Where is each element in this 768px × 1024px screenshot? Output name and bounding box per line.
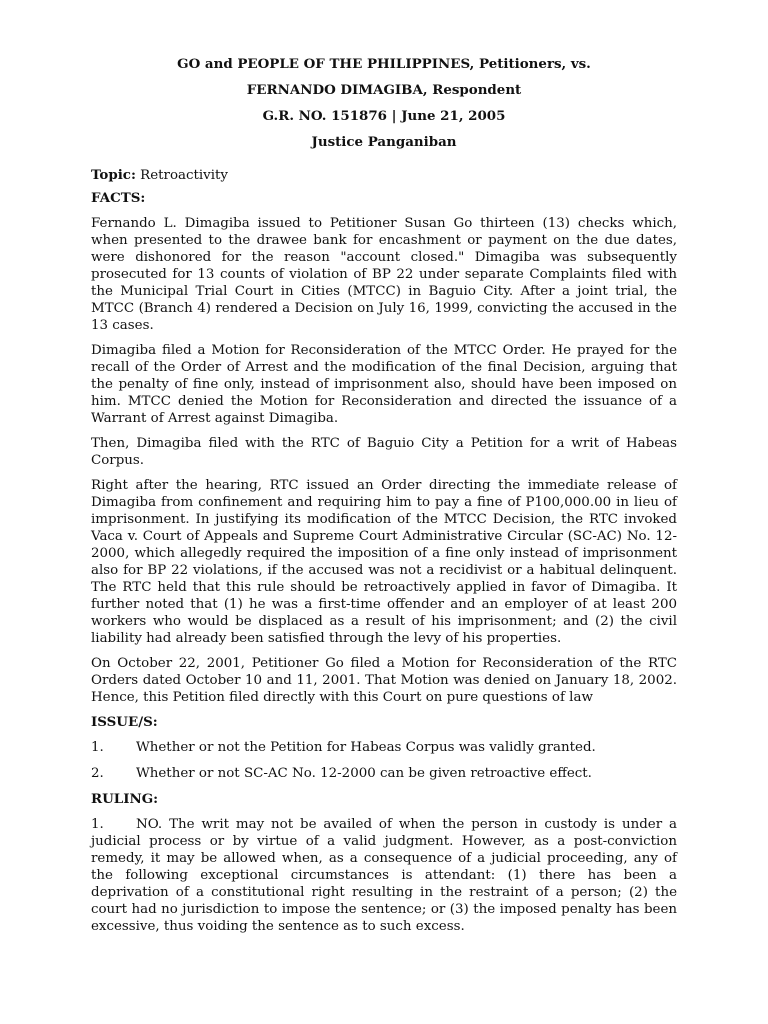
ruling-item xyxy=(91,816,677,935)
facts-paragraph: Right after the hearing, RTC issued an Order directing the immediate release of Dimagiba from confinement and requiring him to pay a fine of P100,000.00 in lieu of imprisonment. In justifying its modification of the MTCC Decision, the RTC invoked Vaca v. Court of Appeals and Supreme Court Administrative Circular (SC-AC) No. 12-2000, which allegedly required the imposition of a fine only instead of imprisonment also for BP 22 violations, if the accused was not a recidivist or a habitual delinquent. The RTC held that this rule should be retroactively applied in favor of Dimagiba. It further noted that (1) he was a first-time offender and an employer of at least 200 workers who would be displaced as a result of his imprisonment; and (2) the civil liability had already been satisfied through the levy of his properties. xyxy=(91,478,677,646)
case-title-respondent: FERNANDO DIMAGIBA, Respondent xyxy=(246,82,522,98)
topic-value: Retroactivity xyxy=(140,168,228,183)
facts-paragraph: Dimagiba filed a Motion for Reconsideration of the MTCC Order. He prayed for the recall of the Order of Arrest and the modification of the final Decision, arguing that the penalty of fine only, instead of imprisonment also, should have been imposed on him. MTCC denied the Motion for Reconsideration and directed the issuance of a Warrant of Arrest against Dimagiba. xyxy=(91,343,677,426)
facts-paragraph: On October 22, 2001, Petitioner Go filed a Motion for Reconsideration of the RTC Orders dated October 10 and 11, 2001. That Motion was denied on January 18, 2002. Hence, this Petition filed directly with this Court on pure questions of law xyxy=(91,656,677,705)
issue-number: 2. xyxy=(91,766,104,781)
issue-text: Whether or not SC-AC No. 12-2000 can be given retroactive effect. xyxy=(136,766,592,781)
ponente: Justice Panganiban xyxy=(311,134,457,150)
ruling-heading: RULING: xyxy=(91,791,159,807)
ruling-number: 1. xyxy=(91,817,104,832)
topic-line xyxy=(91,167,677,184)
case-number-date: G.R. NO. 151876 | June 21, 2005 xyxy=(262,108,506,124)
topic-label: Topic: xyxy=(91,167,136,183)
facts-paragraph: Then, Dimagiba filed with the RTC of Baguio City a Petition for a writ of Habeas Corpus. xyxy=(91,436,677,468)
issue-text: Whether or not the Petition for Habeas Corpus was validly granted. xyxy=(136,740,596,755)
document-page xyxy=(91,56,677,935)
issue-item xyxy=(91,739,677,756)
case-title-parties: GO and PEOPLE OF THE PHILIPPINES, Petitioners, vs. xyxy=(177,56,591,72)
issues-heading: ISSUE/S: xyxy=(91,714,158,730)
facts-paragraph: Fernando L. Dimagiba issued to Petitioner Susan Go thirteen (13) checks which, when presented to the drawee bank for encashment or payment on the due dates, were dishonored for the reason "account closed." Dimagiba was subsequently prosecuted for 13 counts of violation of BP 22 under separate Complaints filed with the Municipal Trial Court in Cities (MTCC) in Baguio City. After a joint trial, the MTCC (Branch 4) rendered a Decision on July 16, 1999, convicting the accused in the 13 cases. xyxy=(91,216,677,333)
issue-item xyxy=(91,765,677,782)
facts-heading: FACTS: xyxy=(91,190,146,206)
ruling-text: NO. The writ may not be availed of when the person in custody is under a judicial process or by virtue of a valid judgment. However, as a post-conviction remedy, it may be allowed when, as a consequence of a judicial proceeding, any of the following exceptional circumstances is attendant: (1) there has been a deprivation of a constitutional right resulting in the restraint of a person; (2) the court had no jurisdiction to impose the sentence; or (3) the imposed penalty has been excessive, thus voiding the sentence as to such excess. xyxy=(91,817,677,934)
issue-number: 1. xyxy=(91,740,104,755)
